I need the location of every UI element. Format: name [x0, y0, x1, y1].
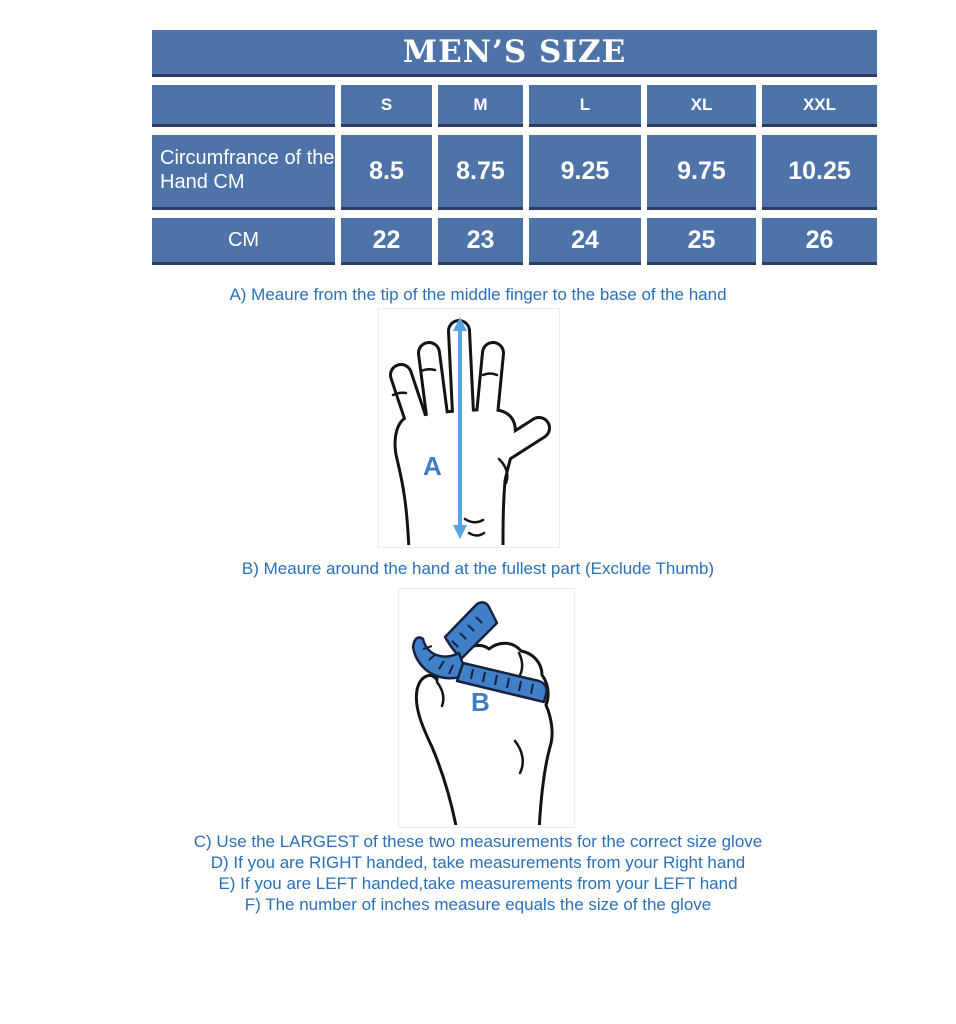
instruction-line-d: D) If you are RIGHT handed, take measurements from your Right hand	[210, 853, 746, 872]
circumference-value-m: 8.75	[438, 135, 523, 210]
cm-value-m: 23	[438, 218, 523, 265]
fist-illustration	[399, 589, 572, 825]
column-header-s: S	[341, 85, 432, 127]
instruction-block-cf	[0, 831, 956, 915]
cm-value-l: 24	[529, 218, 641, 265]
hand-circumference-figure	[398, 588, 575, 828]
figure-a-label: A	[423, 451, 442, 481]
instruction-line-a: A) Meaure from the tip of the middle finger to the base of the hand	[229, 285, 727, 304]
cm-value-xxl: 26	[762, 218, 877, 265]
instruction-line-c: C) Use the LARGEST of these two measurements for the correct size glove	[193, 832, 763, 851]
table-title: MEN’S SIZE	[152, 30, 877, 77]
row-label-circumference: Circumfrance of the Hand CM	[152, 135, 335, 210]
instruction-line-e: E) If you are LEFT handed,take measurements from your LEFT hand	[218, 874, 738, 893]
open-hand-illustration	[379, 309, 557, 545]
circumference-value-l: 9.25	[529, 135, 641, 210]
circumference-value-xxl: 10.25	[762, 135, 877, 210]
circumference-value-s: 8.5	[341, 135, 432, 210]
hand-length-figure	[378, 308, 560, 548]
size-table	[152, 30, 877, 265]
cm-value-xl: 25	[647, 218, 756, 265]
instruction-line-b: B) Meaure around the hand at the fullest part (Exclude Thumb)	[241, 559, 715, 578]
instruction-line-f: F) The number of inches measure equals the size of the glove	[244, 895, 712, 914]
figure-b-label: B	[471, 687, 490, 717]
column-header-m: M	[438, 85, 523, 127]
column-header-l: L	[529, 85, 641, 127]
circumference-value-xl: 9.75	[647, 135, 756, 210]
cm-value-s: 22	[341, 218, 432, 265]
column-header-xl: XL	[647, 85, 756, 127]
palm-outline	[395, 410, 515, 545]
corner-cell	[152, 85, 335, 127]
row-label-cm: CM	[152, 218, 335, 265]
column-header-xxl: XXL	[762, 85, 877, 127]
